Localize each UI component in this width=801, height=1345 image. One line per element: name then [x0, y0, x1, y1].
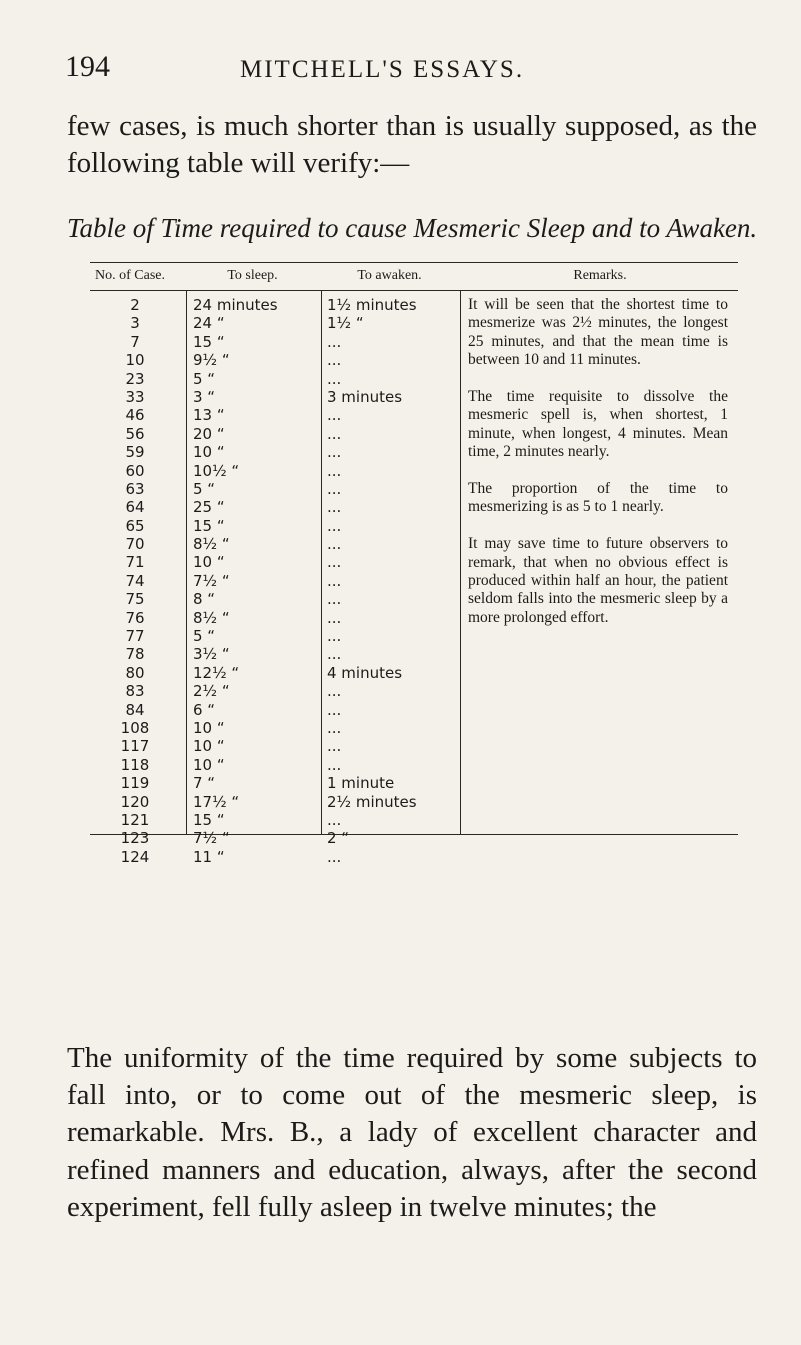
table-row [90, 793, 738, 811]
wake-cell: 1½ “ [327, 314, 364, 333]
sleep-cell: 5 “ [193, 627, 216, 646]
wake-cell: ... [327, 755, 342, 774]
table-row [90, 664, 738, 682]
table-row [90, 848, 738, 866]
intro-text: few cases, is much shorter than is usually supposed, as the following table will verify:— [67, 110, 757, 179]
case-cell: 77 [125, 627, 145, 646]
wake-cell: ... [327, 424, 342, 443]
case-cell: 3 [130, 314, 140, 333]
case-cell: 80 [125, 663, 145, 682]
case-cell: 33 [125, 387, 145, 406]
intro-paragraph [67, 108, 757, 182]
case-cell: 118 [120, 755, 150, 774]
case-cell: 76 [125, 608, 145, 627]
table-row [90, 701, 738, 719]
sleep-cell: 3 “ [193, 387, 216, 406]
wake-cell: 2 “ [327, 829, 350, 848]
remarks-column [468, 296, 728, 646]
case-cell: 83 [125, 682, 145, 701]
wake-cell: ... [327, 369, 342, 388]
wake-cell: ... [327, 443, 342, 462]
sleep-cell: 10½ “ [193, 461, 240, 480]
wake-cell: 2½ minutes [327, 792, 417, 811]
wake-cell: ... [327, 479, 342, 498]
case-cell: 75 [125, 590, 145, 609]
sleep-cell: 3½ “ [193, 645, 230, 664]
table-row [90, 756, 738, 774]
case-cell: 10 [125, 351, 145, 370]
case-cell: 46 [125, 406, 145, 425]
page-number: 194 [65, 50, 110, 83]
wake-cell: ... [327, 351, 342, 370]
wake-cell: ... [327, 682, 342, 701]
case-cell: 70 [125, 535, 145, 554]
sleep-cell: 7½ “ [193, 571, 230, 590]
outro-paragraph [67, 1040, 757, 1226]
sleep-cell: 12½ “ [193, 663, 240, 682]
wake-cell: ... [327, 406, 342, 425]
sleep-cell: 20 “ [193, 424, 225, 443]
case-cell: 84 [125, 700, 145, 719]
wake-cell: 4 minutes [327, 663, 403, 682]
time-table [90, 262, 738, 866]
wake-cell: ... [327, 810, 342, 829]
sleep-cell: 10 “ [193, 443, 225, 462]
case-cell: 64 [125, 498, 145, 517]
sleep-cell: 8 “ [193, 590, 216, 609]
remark-paragraph: It may save time to future observers to remark, that when no obvious effect is produced within half an hour, the patient seldom falls into the mesmeric sleep by a more prolonged effort. [468, 535, 728, 626]
wake-cell: ... [327, 608, 342, 627]
sleep-cell: 24 “ [193, 314, 225, 333]
case-cell: 65 [125, 516, 145, 535]
sleep-cell: 5 “ [193, 369, 216, 388]
table-row [90, 811, 738, 829]
case-cell: 108 [120, 718, 150, 737]
sleep-cell: 7 “ [193, 774, 216, 793]
table-row [90, 829, 738, 847]
table-row [90, 774, 738, 792]
case-cell: 124 [120, 847, 150, 866]
wake-cell: ... [327, 847, 342, 866]
case-cell: 63 [125, 479, 145, 498]
remark-paragraph: The time requisite to dissolve the mesmeric spell is, when shortest, 1 minute, when longest, 4 minutes. Mean time, 2 minutes nearly. [468, 388, 728, 461]
sleep-cell: 7½ “ [193, 829, 230, 848]
sleep-cell: 10 “ [193, 553, 225, 572]
sleep-cell: 15 “ [193, 516, 225, 535]
case-cell: 119 [120, 774, 150, 793]
sleep-cell: 25 “ [193, 498, 225, 517]
wake-cell: ... [327, 571, 342, 590]
table-header-rule [90, 290, 738, 291]
table-row [90, 645, 738, 663]
case-cell: 23 [125, 369, 145, 388]
case-cell: 78 [125, 645, 145, 664]
wake-cell: 1½ minutes [327, 296, 417, 314]
sleep-cell: 8½ “ [193, 608, 230, 627]
sleep-cell: 6 “ [193, 700, 216, 719]
sleep-cell: 8½ “ [193, 535, 230, 554]
sleep-cell: 15 “ [193, 332, 225, 351]
wake-cell: ... [327, 535, 342, 554]
wake-cell: 1 minute [327, 774, 395, 793]
sleep-cell: 17½ “ [193, 792, 240, 811]
header-sleep: To sleep. [227, 268, 278, 283]
running-head: MITCHELL'S ESSAYS. [240, 56, 525, 83]
sleep-cell: 24 minutes [193, 296, 278, 314]
case-cell: 74 [125, 571, 145, 590]
header-case: No. of Case. [95, 268, 165, 283]
case-cell: 7 [130, 332, 140, 351]
remark-paragraph: The proportion of the time to mesmerizing is as 5 to 1 nearly. [468, 480, 728, 516]
sleep-cell: 9½ “ [193, 351, 230, 370]
case-cell: 117 [120, 737, 150, 756]
wake-cell: ... [327, 590, 342, 609]
table-title: Table of Time required to cause Mesmeric Sleep and to Awaken. [67, 213, 758, 243]
sleep-cell: 13 “ [193, 406, 225, 425]
table-row [90, 719, 738, 737]
wake-cell: ... [327, 461, 342, 480]
outro-text: The uniformity of the time required by some subjects to fall into, or to come out of the mesmeric sleep, is remarkable. Mrs. B., a lady of excellent character and refined manners and education, always, after the second experiment, fell fully asleep in twelve minutes; the [67, 1042, 757, 1223]
wake-cell: ... [327, 718, 342, 737]
sleep-cell: 10 “ [193, 755, 225, 774]
wake-cell: 3 minutes [327, 387, 403, 406]
sleep-cell: 2½ “ [193, 682, 230, 701]
sleep-cell: 10 “ [193, 737, 225, 756]
sleep-cell: 10 “ [193, 718, 225, 737]
wake-cell: ... [327, 516, 342, 535]
case-cell: 60 [125, 461, 145, 480]
wake-cell: ... [327, 627, 342, 646]
wake-cell: ... [327, 498, 342, 517]
header-wake: To awaken. [357, 268, 422, 283]
header-remarks: Remarks. [573, 268, 627, 283]
case-cell: 123 [120, 829, 150, 848]
remark-paragraph: It will be seen that the shortest time to mesmerize was 2½ minutes, the longest 25 minutes, and that the mean time is between 10 and 11 minutes. [468, 296, 728, 369]
page-header [65, 50, 737, 90]
sleep-cell: 15 “ [193, 810, 225, 829]
table-row [90, 682, 738, 700]
wake-cell: ... [327, 700, 342, 719]
case-cell: 2 [130, 296, 140, 314]
sleep-cell: 5 “ [193, 479, 216, 498]
case-cell: 120 [120, 792, 150, 811]
case-cell: 71 [125, 553, 145, 572]
case-cell: 121 [120, 810, 150, 829]
wake-cell: ... [327, 553, 342, 572]
case-cell: 59 [125, 443, 145, 462]
wake-cell: ... [327, 645, 342, 664]
table-row [90, 737, 738, 755]
case-cell: 56 [125, 424, 145, 443]
sleep-cell: 11 “ [193, 847, 225, 866]
wake-cell: ... [327, 737, 342, 756]
wake-cell: ... [327, 332, 342, 351]
